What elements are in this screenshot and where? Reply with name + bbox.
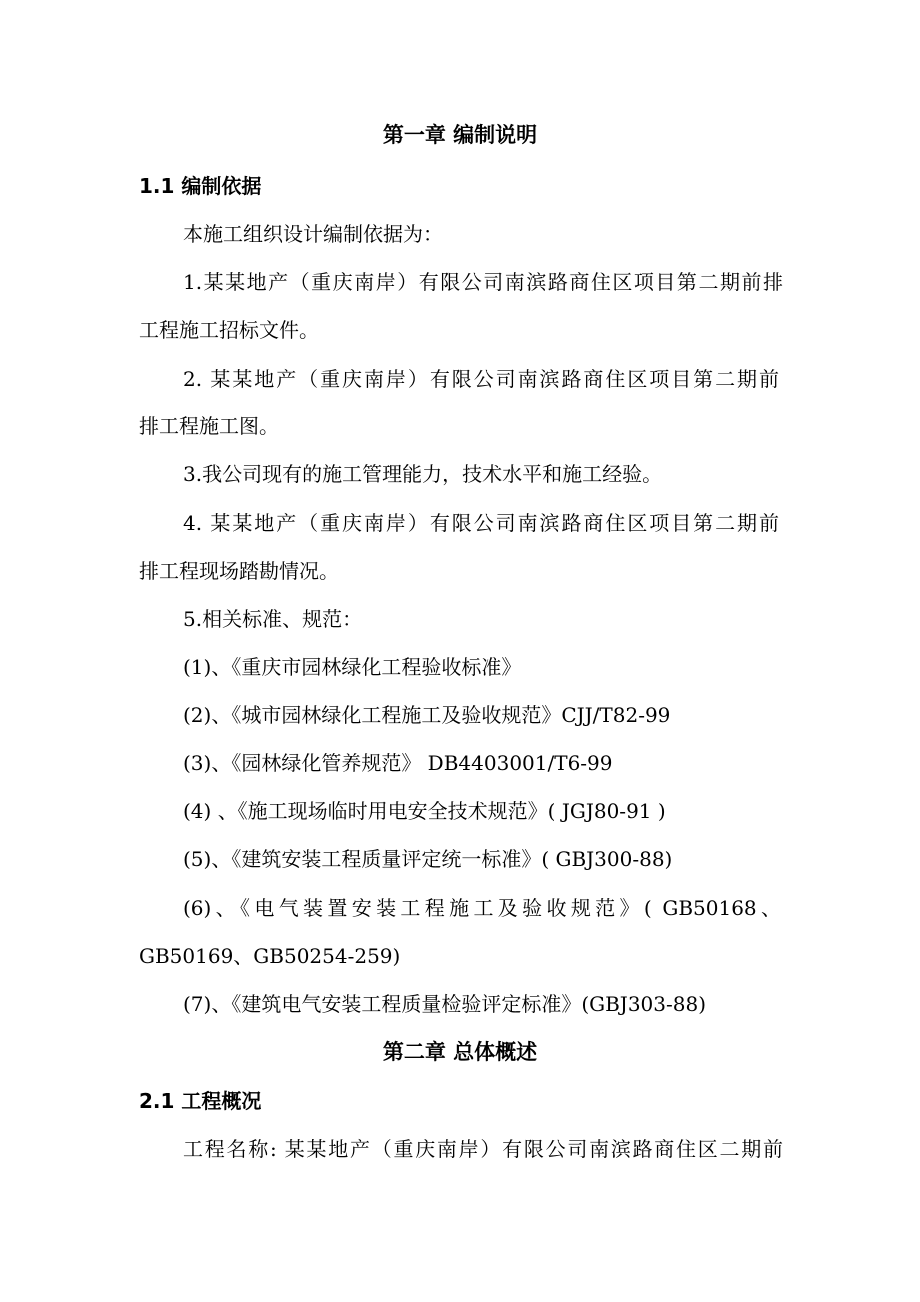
section-heading: 1.1 编制依据 xyxy=(139,174,262,198)
standard-item: (2)、《城市园林绿化工程施工及验收规范》CJJ/T82-99 xyxy=(183,703,671,727)
chapter-title: 第二章 总体概述 xyxy=(382,1040,538,1064)
paragraph: 1.某某地产（重庆南岸）有限公司南滨路商住区项目第二期前排 xyxy=(183,270,783,294)
section-heading: 2.1 工程概况 xyxy=(139,1089,262,1113)
standard-item: (4) 、《施工现场临时用电安全技术规范》( JGJ80-91 ) xyxy=(183,799,666,823)
standard-item: (6)、《电气装置安装工程施工及验收规范》( GB50168、 xyxy=(183,896,781,920)
standard-item: (5)、《建筑安装工程质量评定统一标准》( GBJ300-88) xyxy=(183,847,673,871)
paragraph: 本施工组织设计编制依据为： xyxy=(183,222,443,246)
paragraph: 3.我公司现有的施工管理能力，技术水平和施工经验。 xyxy=(183,462,663,486)
paragraph: 4. 某某地产（重庆南岸）有限公司南滨路商住区项目第二期前 xyxy=(183,511,779,535)
standard-item: GB50169、GB50254-259) xyxy=(139,944,401,968)
chapter-title: 第一章 编制说明 xyxy=(382,123,538,147)
paragraph: 5.相关标准、规范： xyxy=(183,607,363,631)
paragraph: 工程施工招标文件。 xyxy=(139,318,319,342)
standard-item: (7)、《建筑电气安装工程质量检验评定标准》(GBJ303-88) xyxy=(183,992,707,1016)
paragraph: 2. 某某地产（重庆南岸）有限公司南滨路商住区项目第二期前 xyxy=(183,367,779,391)
paragraph: 排工程现场踏勘情况。 xyxy=(139,559,339,583)
paragraph: 排工程施工图。 xyxy=(139,414,279,438)
standard-item: (1)、《重庆市园林绿化工程验收标准》 xyxy=(183,655,522,679)
paragraph: 工程名称: 某某地产（重庆南岸）有限公司南滨路商住区二期前 xyxy=(183,1137,783,1161)
standard-item: (3)、《园林绿化管养规范》 DB4403001/T6-99 xyxy=(183,751,613,775)
